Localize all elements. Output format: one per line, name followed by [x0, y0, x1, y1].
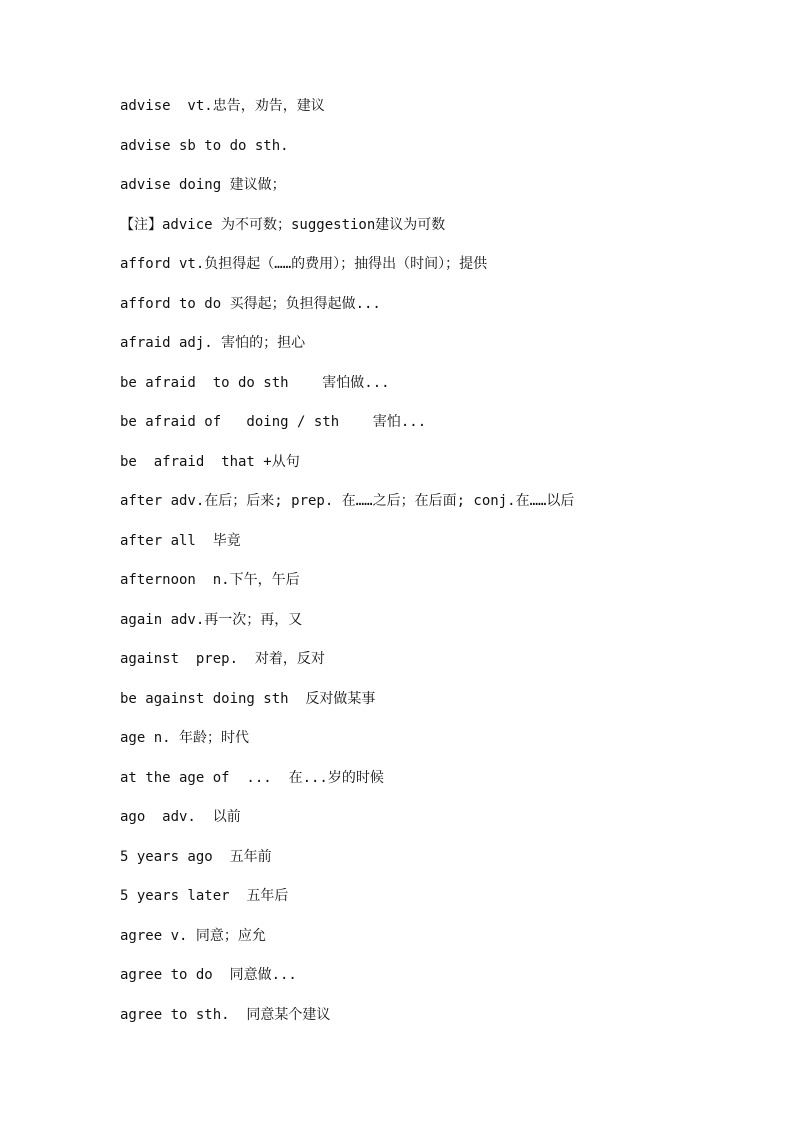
- vocab-line-age: age n. 年龄；时代: [120, 730, 250, 746]
- vocab-line-against: against prep. 对着，反对: [120, 651, 325, 667]
- vocab-line-be-afraid-to-do: be afraid to do sth 害怕做...: [120, 374, 390, 391]
- vocab-line-after-all: after all 毕竟: [120, 532, 241, 549]
- vocab-line-at-the-age-of: at the age of ... 在...岁的时候: [120, 769, 384, 786]
- vocab-line-be-afraid-that: be afraid that +从句: [120, 453, 300, 470]
- vocab-line-5-years-later: 5 years later 五年后: [120, 888, 289, 904]
- vocab-line-after: after adv.在后；后来; prep. 在……之后；在后面; conj.在……以后: [120, 493, 575, 509]
- vocab-line-again: again adv.再一次；再，又: [120, 611, 303, 628]
- vocab-line-ago: ago adv. 以前: [120, 809, 241, 825]
- vocab-line-advise-doing: advise doing 建议做；: [120, 177, 286, 193]
- vocab-line-advise: advise vt.忠告，劝告，建议: [120, 98, 325, 114]
- vocab-line-afternoon: afternoon n.下午，午后: [120, 572, 300, 588]
- vocab-line-agree: agree v. 同意；应允: [120, 927, 266, 944]
- vocab-line-afford: afford vt.负担得起（……的费用）；抽得出（时间）；提供: [120, 256, 488, 272]
- vocab-line-agree-to-sth: agree to sth. 同意某个建议: [120, 1006, 331, 1023]
- vocab-line-advise-sb-to-do: advise sb to do sth.: [120, 137, 289, 154]
- vocab-line-afraid: afraid adj. 害怕的；担心: [120, 335, 306, 351]
- vocab-line-5-years-ago: 5 years ago 五年前: [120, 848, 272, 865]
- vocab-line-be-against: be against doing sth 反对做某事: [120, 690, 376, 707]
- vocab-line-be-afraid-of: be afraid of doing / sth 害怕...: [120, 414, 427, 430]
- vocab-line-afford-to-do: afford to do 买得起；负担得起做...: [120, 295, 381, 312]
- vocab-note-advice: 【注】advice 为不可数；suggestion建议为可数: [120, 216, 446, 233]
- vocabulary-list: [120, 95, 740, 1043]
- vocab-line-agree-to-do: agree to do 同意做...: [120, 967, 297, 983]
